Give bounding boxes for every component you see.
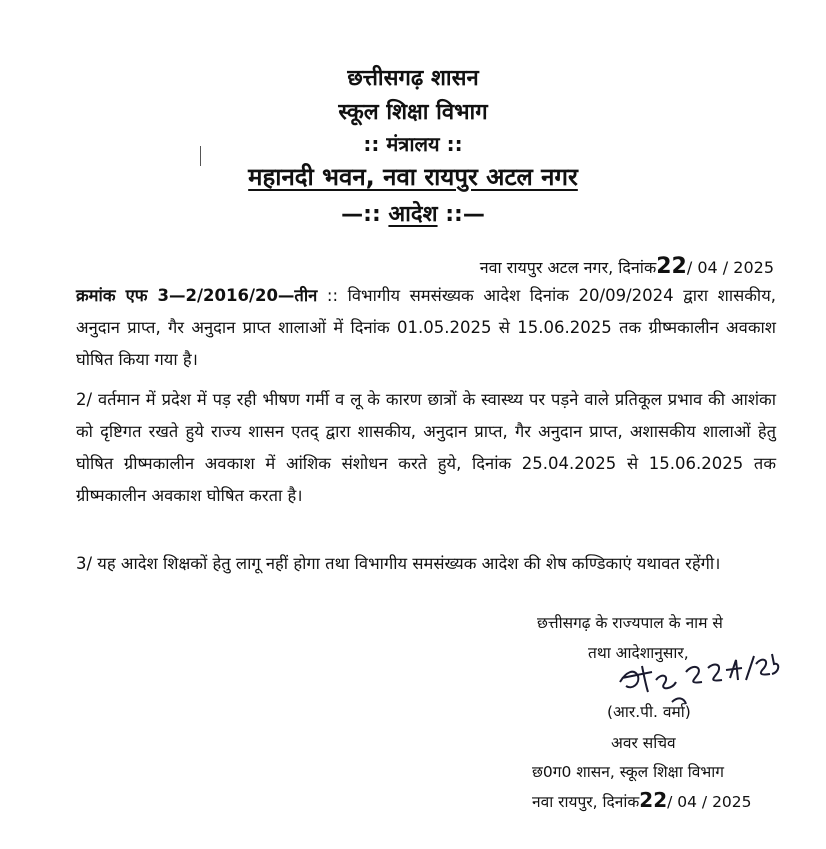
- order-title-text: आदेश: [388, 202, 438, 227]
- ministry-label: :: मंत्रालय ::: [363, 132, 463, 156]
- government-name: छत्तीसगढ़ शासन: [347, 66, 479, 91]
- signature-date-rest: / 04 / 2025: [667, 793, 752, 811]
- paragraph-2: 2/ वर्तमान में प्रदेश में पड़ रही भीषण गर्मी व लू के कारण छात्रों के स्वास्थ्य पर पड़ने वाले प्रतिकूल प्रभाव की आशंका को दृष्टिगत रखते हुये राज्य शासन एतद् द्वारा शासकीय, अनुदान प्राप्त, गैर अनुदान प्राप्त, अशासकीय शालाओं हेतु घोषित ग्रीष्मकालीन अवकाश में आंशिक संशोधन करते हुये, दिनांक 25.04.2025 से 15.06.2025 तक ग्रीष्मकालीन अवकाश घोषित करता है।: [76, 390, 776, 505]
- signature-date-day: 22: [639, 788, 668, 812]
- order-date-place: नवा रायपुर अटल नगर, दिनांक: [479, 258, 657, 277]
- order-reference: क्रमांक एफ 3—2/2016/20—तीन: [76, 286, 318, 305]
- department-name: स्कूल शिक्षा विभाग: [338, 100, 488, 125]
- signatory-name: (आर.पी. वर्मा): [607, 703, 691, 721]
- paragraph-3: 3/ यह आदेश शिक्षकों हेतु लागू नहीं होगा तथा विभागीय समसंख्यक आदेश की शेष कण्डिकाएं यथावत रहेंगी।: [76, 554, 721, 573]
- order-title: [0, 198, 826, 228]
- paragraph-1: [76, 280, 776, 376]
- signature-order-line: तथा आदेशानुसार,: [588, 644, 689, 662]
- order-date-day: 22: [656, 254, 687, 279]
- office-address-text: महानदी भवन, नवा रायपुर अटल नगर: [248, 163, 578, 191]
- signatory-department: छ0ग0 शासन, स्कूल शिक्षा विभाग: [532, 763, 724, 781]
- signature-date-line: [532, 788, 752, 812]
- order-title-prefix: —::: [341, 202, 381, 227]
- signature-authority-line: छत्तीसगढ़ के राज्यपाल के नाम से: [537, 614, 723, 632]
- office-address: [0, 160, 826, 193]
- order-date-rest: / 04 / 2025: [686, 258, 774, 277]
- order-date-line: [480, 254, 774, 279]
- paragraph-1-text: :: विभागीय समसंख्यक आदेश दिनांक 20/09/2024 द्वारा शासकीय, अनुदान प्राप्त, गैर अनुदान प्राप्त शालाओं में दिनांक 01.05.2025 से 15.06.2025 तक ग्रीष्मकालीन अवकाश घोषित किया गया है।: [76, 286, 777, 369]
- signatory-designation: अवर सचिव: [611, 734, 676, 752]
- signature-date-prefix: नवा रायपुर, दिनांक: [532, 793, 640, 811]
- order-title-suffix: ::—: [445, 202, 485, 227]
